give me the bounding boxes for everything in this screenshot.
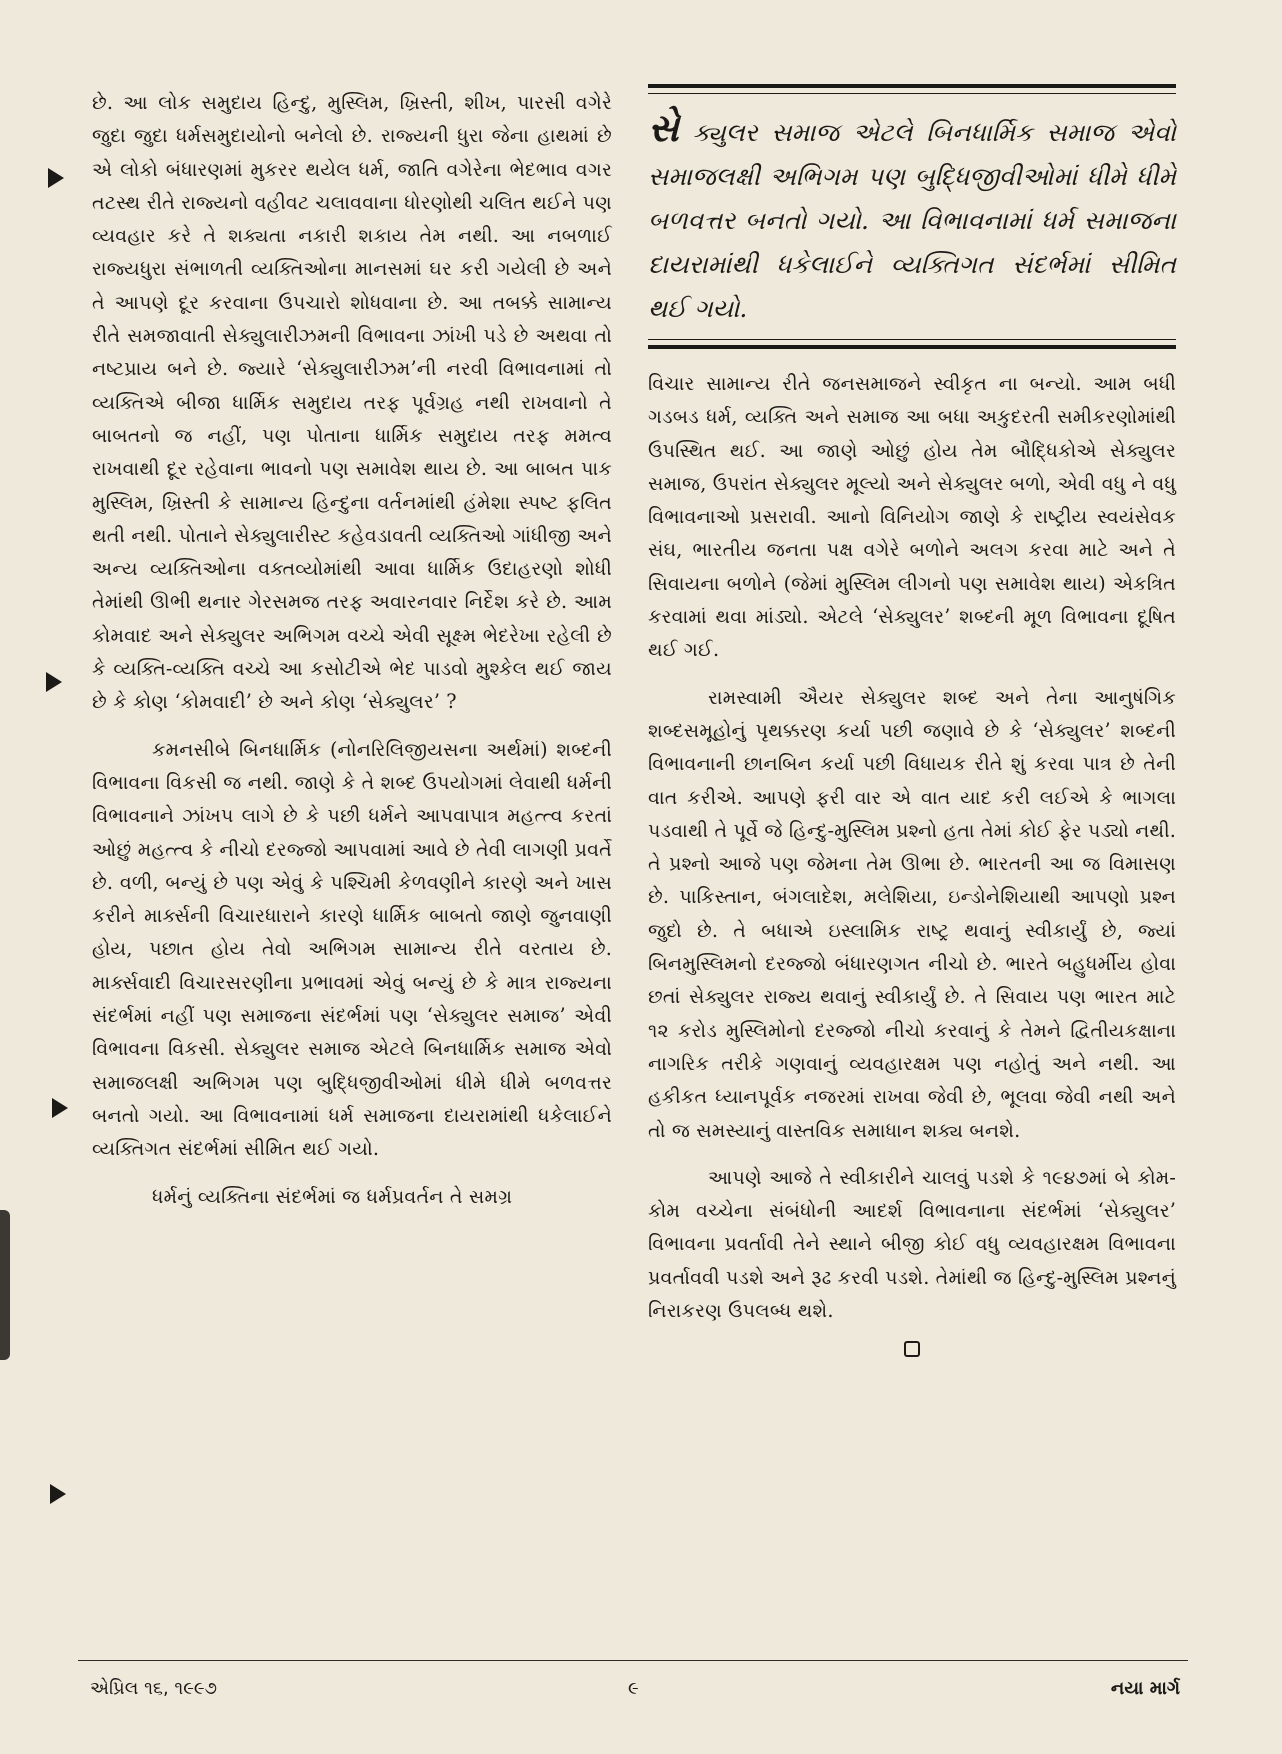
page-number: ૯ bbox=[628, 1678, 639, 1699]
pull-quote bbox=[648, 84, 1176, 349]
margin-arrow-mark bbox=[52, 1098, 68, 1118]
footer-rule bbox=[78, 1660, 1188, 1661]
right-column bbox=[648, 84, 1176, 1357]
pull-quote-text bbox=[648, 106, 1176, 331]
left-column bbox=[92, 86, 612, 1227]
pull-quote-body: ક્યુલર સમાજ એટલે બિનધાર્મિક સમાજ એવો સમાજલક્ષી અભિગમ પણ બુદ્ધિજીવીઓમાં ધીમે ધીમે બળવત્તર બનતો ગયો. આ વિભાવનામાં ધર્મ સમાજના દાયરામાંથી ધકેલાઈને વ્યક્તિગત સંદર્ભમાં સીમિત થઈ ગયો. bbox=[648, 118, 1176, 323]
body-paragraph: ધર્મનું વ્યક્તિના સંદર્ભમાં જ ધર્મપ્રવર્તન તે સમગ્ર bbox=[152, 1184, 513, 1208]
margin-arrow-mark bbox=[46, 672, 62, 692]
issue-date: એપ્રિલ ૧૬, ૧૯૯૭ bbox=[90, 1678, 218, 1699]
body-paragraph: આપણે આજે તે સ્વીકારીને ચાલવું પડશે કે ૧૯૪૭માં બે કોમ-કોમ વચ્ચેના સંબંધોની આદર્શ વિભાવનાના સંદર્ભમાં ‘સેક્યુલર’ વિભાવના પ્રવર્તાવી તેને સ્થાને બીજી કોઈ વધુ વ્યવહારક્ષમ વિભાવના પ્રવર્તાવવી પડશે અને રૂઢ કરવી પડશે. તેમાંથી જ હિન્દુ-મુસ્લિમ પ્રશ્નનું નિરાકરણ ઉપલબ્ધ થશે. bbox=[648, 1165, 1176, 1323]
body-paragraph: છે. આ લોક સમુદાય હિન્દુ, મુસ્લિમ, ખ્રિસ્તી, શીખ, પારસી વગેરે જુદા જુદા ધર્મસમુદાયોનો બનેલો છે. રાજ્યની ધુરા જેના હાથમાં છે એ લોકો બંધારણમાં મુકરર થયેલ ધર્મ, જાતિ વગેરેના ભેદભાવ વગર તટસ્થ રીતે રાજ્યનો વહીવટ ચલાવવાના ધોરણોથી ચલિત થઈને પણ વ્યવહાર કરે તે શક્યતા નકારી શકાય તેમ નથી. આ નબળાઈ રાજ્યધુરા સંભાળતી વ્યક્તિઓના માનસમાં ઘર કરી ગયેલી છે અને તે આપણે દૂર કરવાના ઉપચારો શોધવાના છે. આ તબક્કે સામાન્ય રીતે સમજાવાતી સેક્યુલારીઝમની વિભાવના ઝાંખી પડે છે અથવા તો નષ્ટપ્રાય બને છે. જ્યારે ‘સેક્યુલારીઝમ’ની નરવી વિભાવનામાં તો વ્યક્તિએ બીજા ધાર્મિક સમુદાય તરફ પૂર્વગ્રહ નથી રાખવાનો તે બાબતનો જ નહીં, પણ પોતાના ધાર્મિક સમુદાય તરફ મમત્વ રાખવાથી દૂર રહેવાના ભાવનો પણ સમાવેશ થાય છે. આ બાબત પાક મુસ્લિમ, ખ્રિસ્તી કે સામાન્ય હિન્દુના વર્તનમાંથી હંમેશા સ્પષ્ટ ફલિત થતી નથી. પોતાને સેક્યુલારીસ્ટ કહેવડાવતી વ્યક્તિઓ ગાંધીજી અને અન્ય વ્યક્તિઓના વક્તવ્યોમાંથી આવા ધાર્મિક ઉદાહરણો શોધી તેમાંથી ઊભી થનાર ગેરસમજ તરફ અવારનવાર નિર્દેશ કરે છે. આમ કોમવાદ અને સેક્યુલર અભિગમ વચ્ચે એવી સૂક્ષ્મ ભેદરેખા રહેલી છે કે વ્યક્તિ-વ્યક્તિ વચ્ચે આ કસોટીએ ભેદ પાડવો મુશ્કેલ થઈ જાય છે કે કોણ ‘કોમવાદી’ છે અને કોણ ‘સેક્યુલર’ ? bbox=[92, 91, 612, 714]
pull-quote-initial: સે bbox=[648, 105, 679, 150]
body-paragraph: રામસ્વામી ઐયર સેક્યુલર શબ્દ અને તેના આનુષંગિક શબ્દસમૂહોનું પૃથક્કરણ કર્યા પછી જણાવે છે કે ‘સેક્યુલર’ શબ્દની વિભાવનાની છાનબિન કર્યા પછી વિધાયક રીતે શું કરવા પાત્ર છે તેની વાત કરીએ. આપણે ફરી વાર એ વાત યાદ કરી લઈએ કે ભાગલા પડવાથી તે પૂર્વે જે હિન્દુ-મુસ્લિમ પ્રશ્નો હતા તેમાં કોઈ ફેર પડ્યો નથી. તે પ્રશ્નો આજે પણ જેમના તેમ ઊભા છે. ભારતની આ જ વિમાસણ છે. પાકિસ્તાન, બંગલાદેશ, મલેશિયા, ઇન્ડોનેશિયાથી આપણો પ્રશ્ન જુદો છે. તે બધાએ ઇસ્લામિક રાષ્ટ્ર થવાનું સ્વીકાર્યું છે, જ્યાં બિનમુસ્લિમનો દરજ્જો બંધારણગત નીચો છે. ભારતે બહુધર્મીય હોવા છતાં સેક્યુલર રાજ્ય થવાનું સ્વીકાર્યું છે. તે સિવાય પણ ભારત માટે ૧૨ કરોડ મુસ્લિમોનો દરજ્જો નીચો કરવાનું કે તેમને દ્વિતીયકક્ષાના નાગરિક તરીકે ગણવાનું વ્યવહારક્ષમ પણ નહોતું અને નથી. આ હકીકત ધ્યાનપૂર્વક નજરમાં રાખવા જેવી છે, ભૂલવા જેવી નથી અને તો જ સમસ્યાનું વાસ્તવિક સમાધાન શક્ય બનશે. bbox=[648, 685, 1176, 1142]
page-footer bbox=[90, 1678, 1180, 1708]
body-paragraph: વિચાર સામાન્ય રીતે જનસમાજને સ્વીકૃત ના બન્યો. આમ બધી ગડબડ ધર્મ, વ્યક્તિ અને સમાજ આ બધા અકુદરતી સમીકરણોમાંથી ઉપસ્થિત થઈ. આ જાણે ઓછું હોય તેમ બૌદ્ધિકોએ સેક્યુલર સમાજ, ઉપરાંત સેક્યુલર મૂલ્યો અને સેક્યુલર બળો, એવી વધુ ને વધુ વિભાવનાઓ પ્રસરાવી. આનો વિનિયોગ જાણે કે રાષ્ટ્રીય સ્વયંસેવક સંઘ, ભારતીય જનતા પક્ષ વગેરે બળોને અલગ કરવા માટે અને તે સિવાયના બળોને (જેમાં મુસ્લિમ લીગનો પણ સમાવેશ થાય) એકત્રિત કરવામાં થવા માંડ્યો. એટલે ‘સેક્યુલર’ શબ્દની મૂળ વિભાવના દૂષિત થઈ ગઈ. bbox=[648, 372, 1176, 662]
page-edge-shadow bbox=[0, 1210, 10, 1360]
margin-arrow-mark bbox=[48, 168, 64, 188]
magazine-name: નયા માર્ગ bbox=[1110, 1678, 1180, 1699]
margin-arrow-mark bbox=[50, 1484, 66, 1504]
body-paragraph: કમનસીબે બિનધાર્મિક (નોનરિલિજીયસના અર્થમાં) શબ્દની વિભાવના વિકસી જ નથી. જાણે કે તે શબ્દ ઉપયોગમાં લેવાથી ધર્મની વિભાવનાને ઝાંખપ લાગે છે કે પછી ધર્મને આપવાપાત્ર મહત્ત્વ કરતાં ઓછું મહત્ત્વ કે નીચો દરજ્જો આપવામાં આવે છે તેવી લાગણી પ્રવર્તે છે. વળી, બન્યું છે પણ એવું કે પશ્ચિમી કેળવણીને કારણે અને ખાસ કરીને માર્ક્સની વિચારધારાને કારણે ધાર્મિક બાબતો જાણે જુનવાણી હોય, પછાત હોય તેવો અભિગમ સામાન્ય રીતે વરતાય છે. માર્ક્સવાદી વિચારસરણીના પ્રભાવમાં એવું બન્યું છે કે માત્ર રાજ્યના સંદર્ભમાં નહીં પણ સમાજના સંદર્ભમાં પણ ‘સેક્યુલર સમાજ’ એવી વિભાવના વિકસી. સેક્યુલર સમાજ એટલે બિનધાર્મિક સમાજ એવો સમાજલક્ષી અભિગમ પણ બુદ્ધિજીવીઓમાં ધીમે ધીમે બળવત્તર બનતો ગયો. આ વિભાવનામાં ધર્મ સમાજના દાયરામાંથી ધકેલાઈને વ્યક્તિગત સંદર્ભમાં સીમિત થઈ ગયો. bbox=[92, 737, 612, 1161]
end-of-article-mark bbox=[904, 1341, 920, 1357]
